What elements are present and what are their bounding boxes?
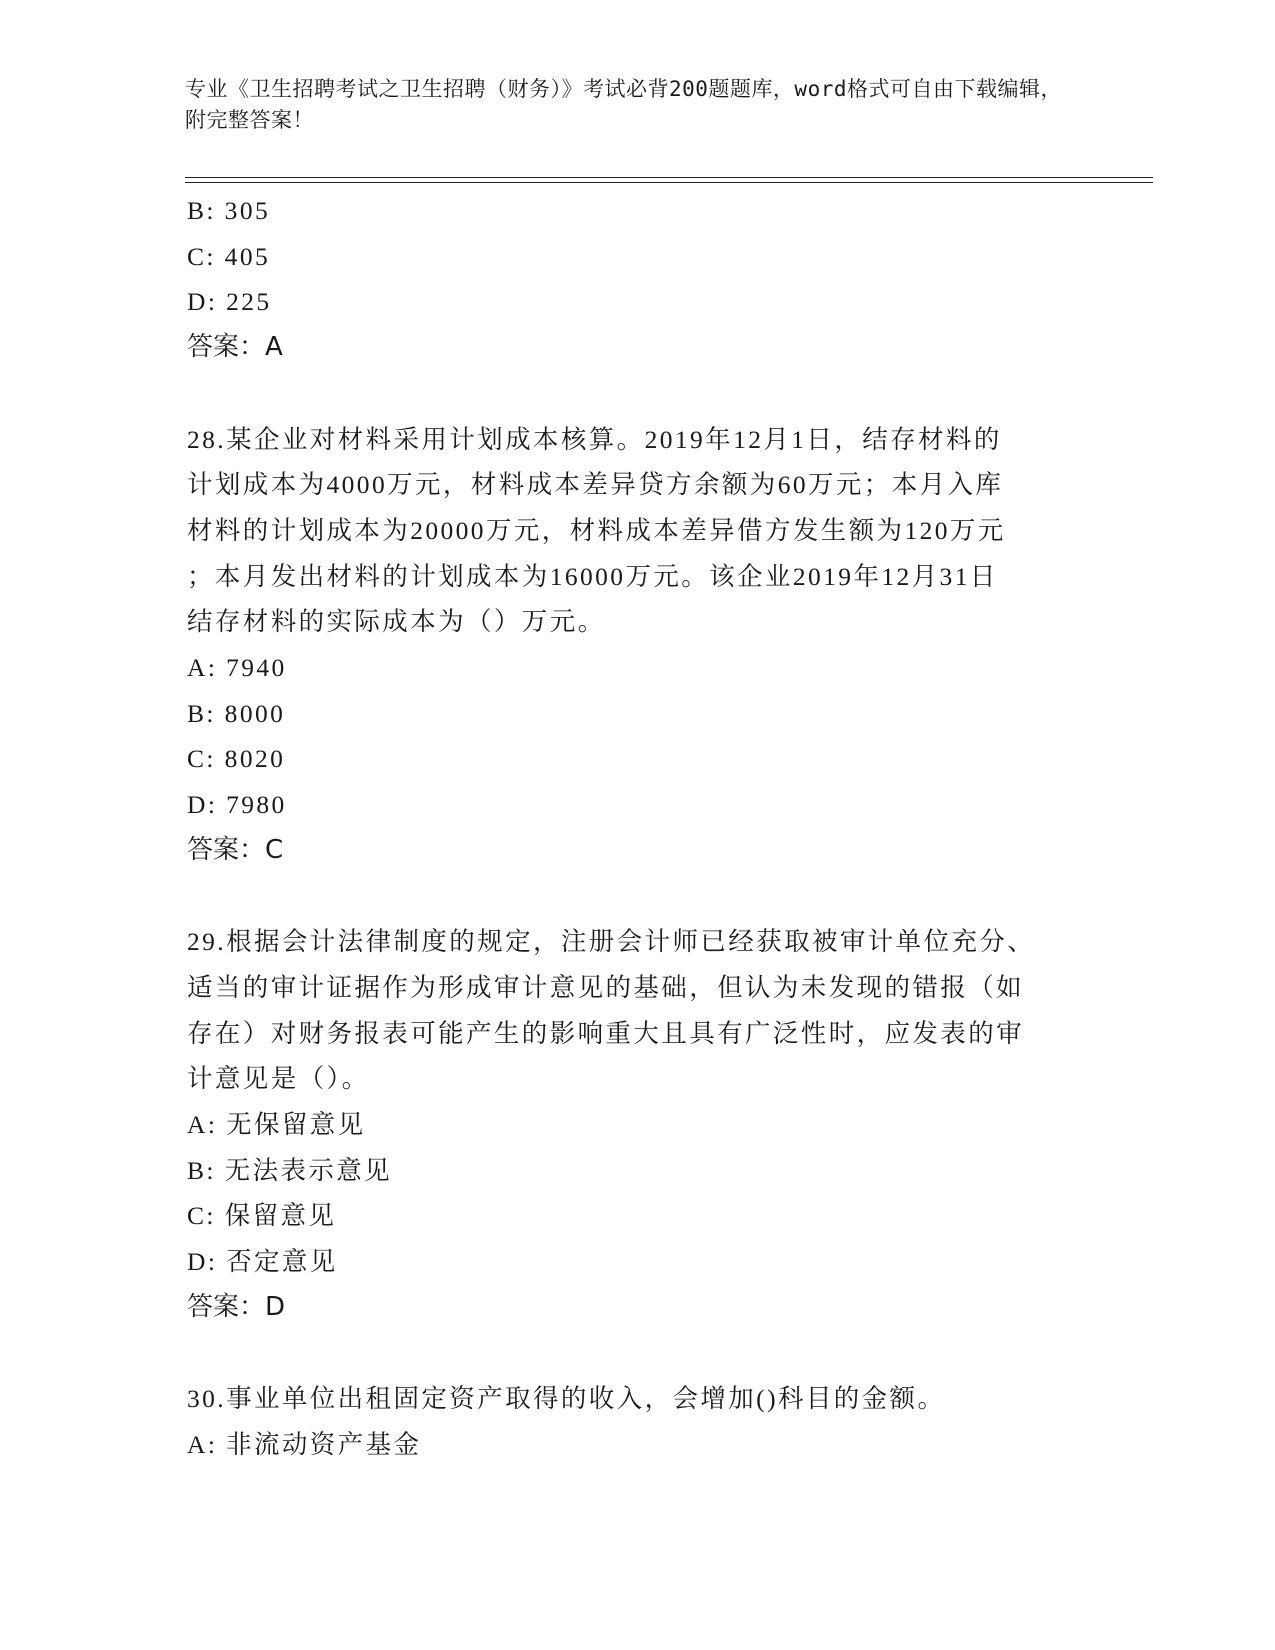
- option-b: B: 无法表示意见: [187, 1155, 393, 1185]
- question-text-line: 存在）对财务报表可能产生的影响重大且具有广泛性时，应发表的审: [187, 1018, 1025, 1048]
- header-divider-bottom: [185, 182, 1153, 183]
- option-b: B: 8000: [187, 698, 286, 728]
- question-text-line: 计意见是（）。: [187, 1064, 370, 1094]
- option-a: A: 非流动资产基金: [187, 1429, 422, 1459]
- answer-line: 答案：A: [187, 332, 283, 363]
- option-c: C: 8020: [187, 744, 286, 774]
- answer-line: 答案：D: [187, 1291, 286, 1322]
- question-text-line: 适当的审计证据作为形成审计意见的基础，但认为未发现的错报（如: [187, 972, 1025, 1002]
- question-text-line: 计划成本为4000万元，材料成本差异贷方余额为60万元；本月入库: [187, 470, 1004, 500]
- question-text-line: 材料的计划成本为20000万元，材料成本差异借方发生额为120万元: [187, 515, 1006, 545]
- answer-line: 答案：C: [187, 834, 284, 865]
- question-text-line: ；本月发出材料的计划成本为16000万元。该企业2019年12月31日: [187, 561, 998, 591]
- spacer: [187, 1331, 1087, 1377]
- question-text-line: 结存材料的实际成本为（）万元。: [187, 607, 606, 637]
- spacer: [187, 874, 1087, 920]
- option-d: D: 7980: [187, 790, 287, 820]
- header-divider-top: [185, 177, 1153, 178]
- option-d: D: 225: [187, 287, 272, 317]
- question-text-line: 28.某企业对材料采用计划成本核算。2019年12月1日，结存材料的: [187, 424, 1002, 454]
- page-header: 专业《卫生招聘考试之卫生招聘（财务）》考试必背200题题库，word格式可自由下载编辑，附完整答案！: [185, 77, 1062, 132]
- option-a: A: 无保留意见: [187, 1110, 366, 1140]
- question-content: [187, 188, 1087, 1468]
- option-b: B: 305: [187, 196, 271, 225]
- prev-question-options: [187, 188, 1087, 325]
- question-text-line: 30.事业单位出租固定资产取得的收入，会增加()科目的金额。: [187, 1384, 946, 1414]
- option-a: A: 7940: [187, 653, 287, 683]
- option-c: C: 保留意见: [187, 1201, 337, 1231]
- question-29: [187, 919, 1087, 1330]
- spacer: [187, 371, 1087, 417]
- question-28: [187, 417, 1087, 874]
- question-text-line: 29.根据会计法律制度的规定，注册会计师已经获取被审计单位充分、: [187, 927, 1036, 957]
- question-30: [187, 1376, 1087, 1467]
- option-d: D: 否定意见: [187, 1247, 338, 1277]
- option-c: C: 405: [187, 241, 271, 271]
